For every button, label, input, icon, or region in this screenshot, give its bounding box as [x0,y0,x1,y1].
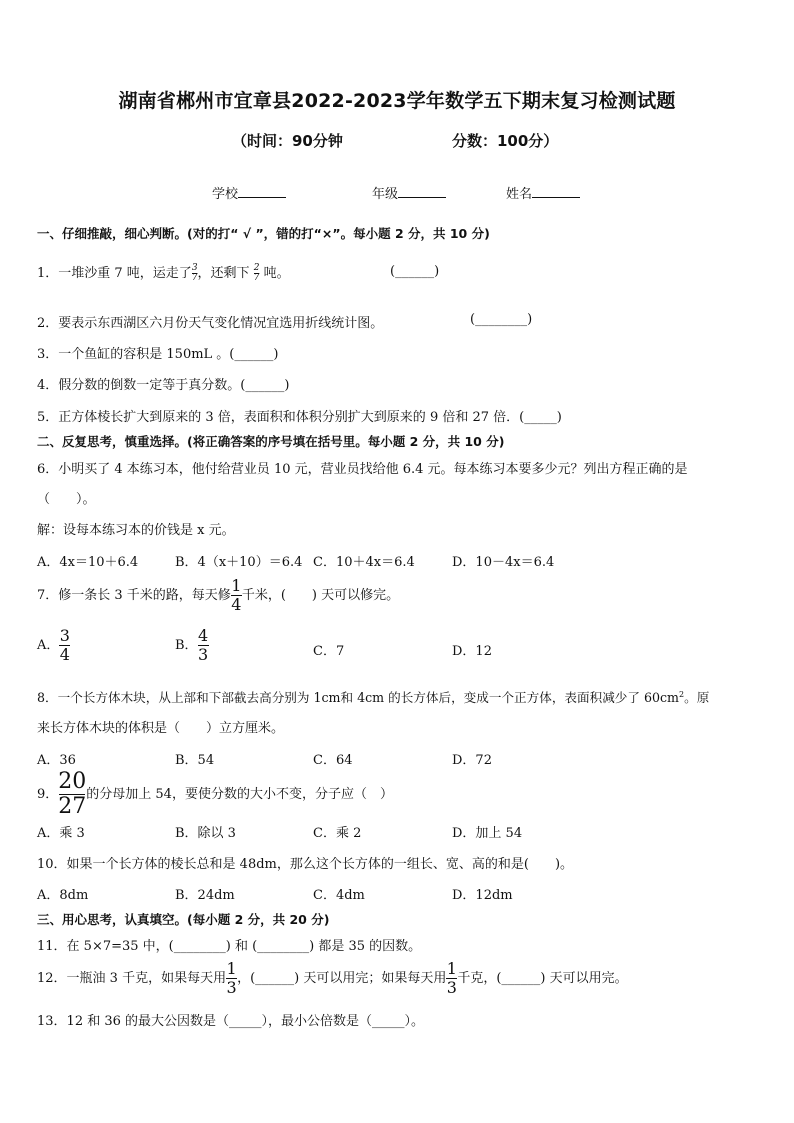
question-7 [37,578,399,613]
q7-option-b[interactable]: B． $\frac{4}{3}$ [175,626,209,664]
q12-fraction-2: $\frac{1}{3}$ [446,959,457,997]
page-title: 湖南省郴州市宜章县2022-2023学年数学五下期末复习检测试题 [118,90,676,112]
q7-option-a[interactable]: A． $\frac{3}{4}$ [37,626,70,664]
q8-option-a[interactable]: A．36 [37,753,76,768]
name-label: 姓名 [506,187,533,202]
q1-text-c: 吨。 [263,266,290,281]
q1-answer-blank[interactable]: (______) [390,264,440,279]
q9-option-b[interactable]: B．除以 3 [175,826,236,841]
question-5: 5．正方体棱长扩大到原来的 3 倍，表面积和体积分别扩大到原来的 9 倍和 27 倍．(_____) [37,410,562,425]
q12-fraction-1: $\frac{1}{3}$ [226,959,237,997]
q2-answer-blank[interactable]: (________) [470,312,533,327]
question-6-line1: 6．小明买了 4 本练习本，他付给营业员 10 元，营业员找给他 6.4 元。每本练习本要多少元？列出方程正确的是 [37,462,688,477]
school-blank[interactable] [238,185,286,198]
q1-text-b: ，还剩下 [197,266,250,281]
question-8-line1: 8．一个长方体木块，从上部和下部截去高分别为 1cm和 4cm 的长方体后，变成一个正方体，表面积减少了 $60cm^2$。原 [37,689,710,705]
q6-option-a[interactable]: A．4x＝10＋6.4 [37,555,139,570]
q6-option-b[interactable]: B．4（x＋10）＝6.4 [175,555,303,570]
grade-label: 年级 [372,187,399,202]
q10-option-b[interactable]: B．24dm [175,888,235,903]
q7-option-d[interactable]: D．12 [452,644,492,659]
q7-fraction: $\frac{1}{4}$ [231,576,242,614]
q7-option-b-fraction: $\frac{4}{3}$ [197,626,209,664]
question-9: 9． $\frac{20}{27}$ 的分母加上 54，要使分数的大小不变，分子应（ ） [37,769,393,819]
q1-text-a: 1．一堆沙重 7 吨，运走了 [37,266,192,281]
question-6-line2: （ ）。 [37,492,96,507]
time-label: （时间：90分钟 [232,132,343,150]
score-label: 分数：100分） [452,132,559,150]
q9-fraction: $\frac{20}{27}$ [58,769,87,819]
q7-text-a: 7．修一条长 3 千米的路，每天修 [37,588,231,603]
q7-option-a-fraction: $\frac{3}{4}$ [59,626,70,664]
section1-heading: 一、仔细推敲，细心判断。(对的打“ √ ”，错的打“×”。每小题 2 分，共 10 分) [37,226,490,241]
grade-blank[interactable] [398,185,446,198]
section3-heading: 三、用心思考，认真填空。(每小题 2 分，共 20 分) [37,912,330,927]
q10-option-a[interactable]: A．8dm [37,888,89,903]
q8-option-d[interactable]: D．72 [452,753,492,768]
question-10: 10．如果一个长方体的棱长总和是 48dm，那么这个长方体的一组长、宽、高的和是( )。 [37,857,574,872]
q9-option-c[interactable]: C．乘 2 [313,826,362,841]
q8-option-c[interactable]: C．64 [313,753,353,768]
q6-option-d[interactable]: D．10－4x＝6.4 [452,555,555,570]
question-8-line2: 来长方体木块的体积是（ ）立方厘米。 [37,721,285,736]
question-6-line3: 解：设每本练习本的价钱是 x 元。 [37,523,235,538]
q10-option-d[interactable]: D．12dm [452,888,513,903]
question-2: 2．要表示东西湖区六月份天气变化情况宜选用折线统计图。 [37,316,384,331]
q8-option-b[interactable]: B．54 [175,753,215,768]
school-label: 学校 [212,187,239,202]
q9-option-a[interactable]: A．乘 3 [37,826,85,841]
name-blank[interactable] [532,185,580,198]
q6-option-c[interactable]: C．10＋4x＝6.4 [313,555,415,570]
question-12: 12．一瓶油 3 千克，如果每天用 $\frac{1}{3}$ ，(______) 天可以用完；如果每天用 $\frac{1}{3}$ 千克，(______) 天可以用完。 [37,959,628,997]
q7-option-c[interactable]: C．7 [313,644,345,659]
section2-heading: 二、反复思考，慎重选择。(将正确答案的序号填在括号里。每小题 2 分，共 10 分) [37,434,505,449]
q1-fraction-2: $\frac{2}{7}$ [253,263,260,283]
q10-option-c[interactable]: C．4dm [313,888,365,903]
question-1 [37,262,290,283]
question-3: 3．一个鱼缸的容积是 150mL 。(______) [37,347,279,362]
question-13: 13．12 和 36 的最大公因数是（_____），最小公倍数是（_____）。 [37,1014,425,1029]
q9-option-d[interactable]: D．加上 54 [452,826,523,841]
name-field[interactable] [506,183,580,202]
grade-field[interactable] [372,183,446,202]
question-11: 11．在 5×7=35 中，(________) 和 (________) 都是 35 的因数。 [37,939,422,954]
school-field[interactable] [212,183,286,202]
q9-text: 的分母加上 54，要使分数的大小不变，分子应（ ） [86,787,393,802]
q7-text-b: 千米，( ) 天可以修完。 [241,588,400,603]
question-4: 4．假分数的倒数一定等于真分数。(______) [37,378,290,393]
q1-fraction-1: $\frac{3}{7}$ [191,263,198,283]
